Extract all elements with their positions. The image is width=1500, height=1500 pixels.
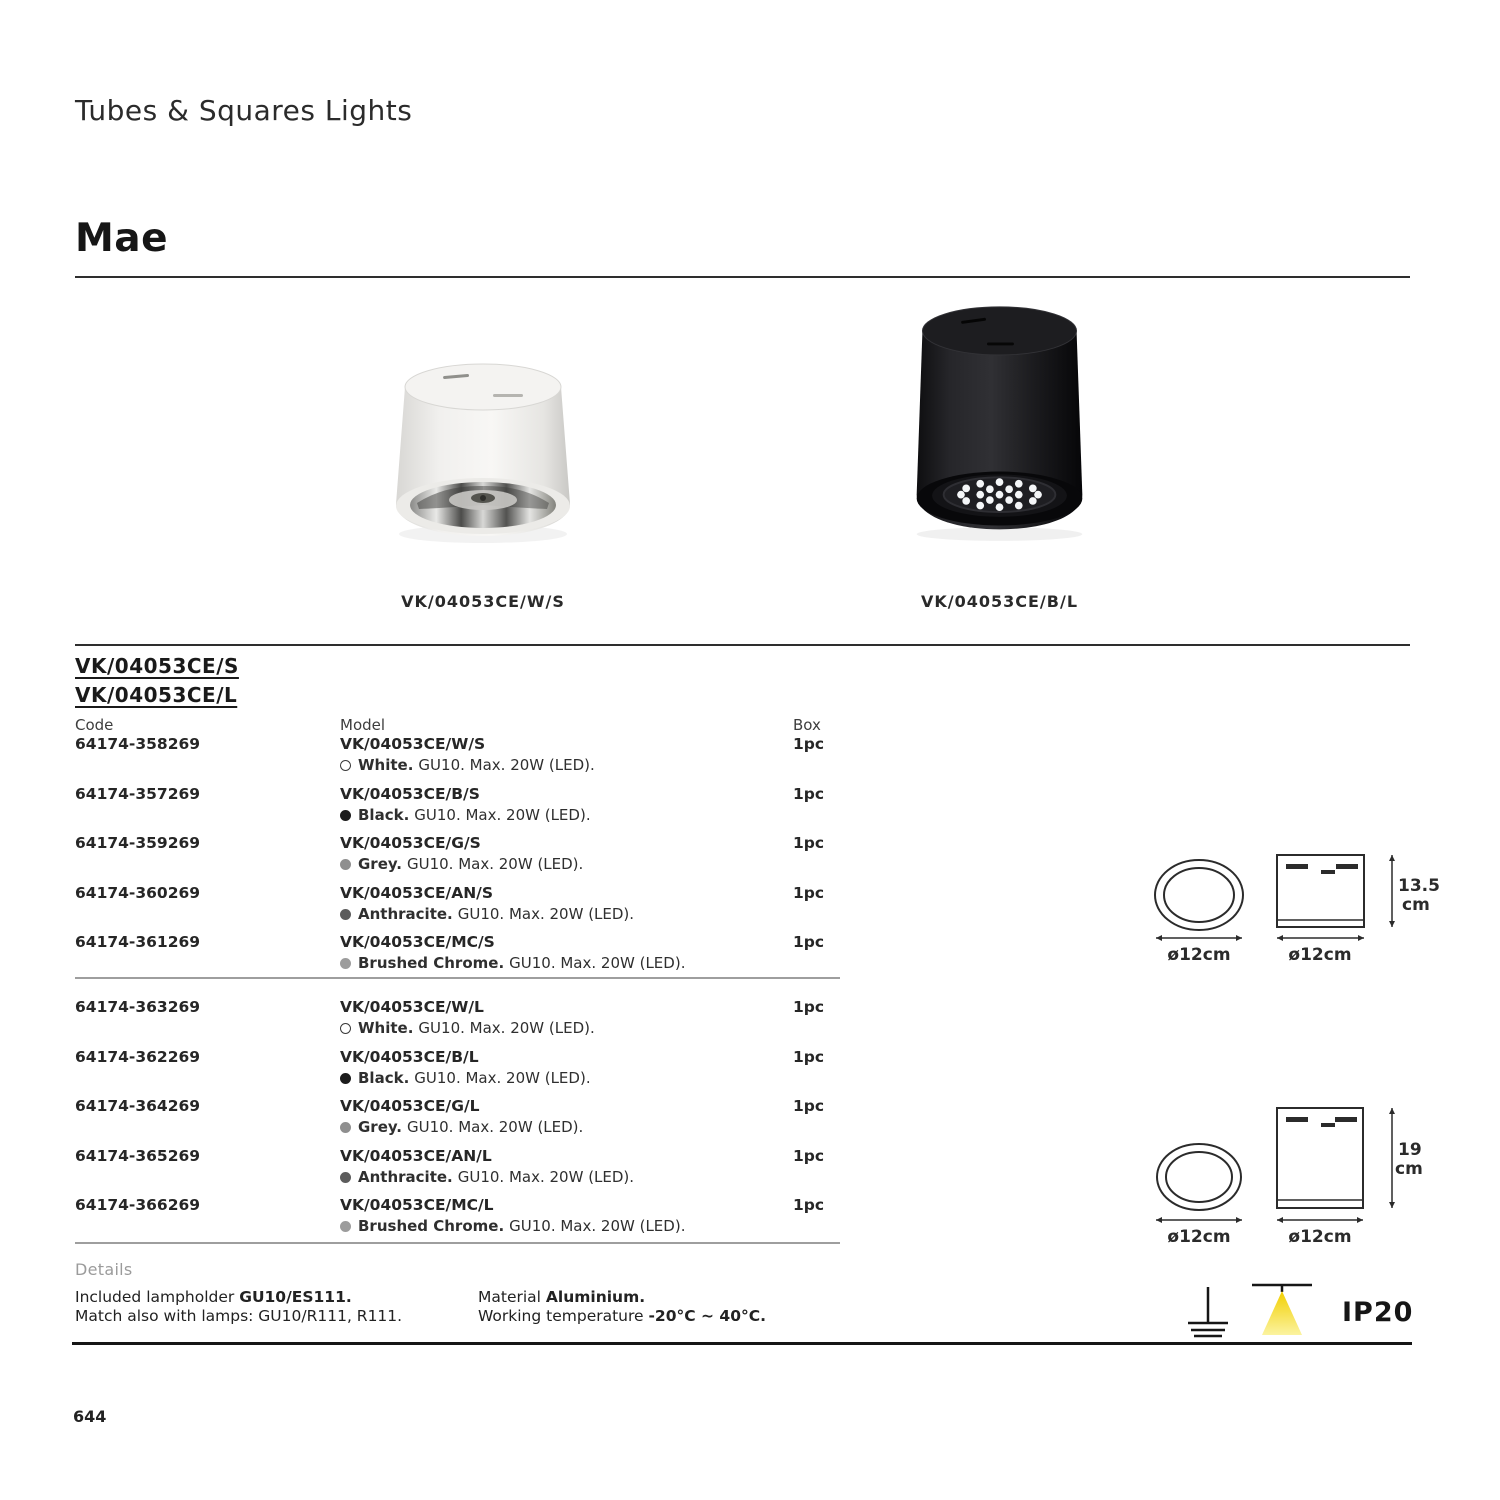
product-code: 64174-363269: [75, 998, 201, 1016]
product-description: [340, 1217, 793, 1235]
product-code: 64174-358269: [75, 735, 201, 753]
product-caption-black: VK/04053CE/B/L: [920, 592, 1079, 611]
product-model: VK/04053CE/MC/L: [340, 1196, 494, 1214]
product-photo-black: [908, 300, 1091, 541]
color-dot: [340, 909, 351, 920]
box-quantity: 1pc: [793, 884, 825, 902]
color-dot: [340, 1023, 351, 1034]
height-dimension-value: 13.5: [1398, 876, 1440, 896]
product-description: [340, 855, 793, 873]
product-model-cell: [340, 933, 793, 972]
col-header-model: Model: [340, 716, 386, 734]
product-model-cell: [340, 735, 793, 774]
table-row: [75, 933, 850, 972]
box-quantity: 1pc: [793, 1196, 825, 1214]
product-code: 64174-365269: [75, 1147, 201, 1165]
ip-rating: IP20: [1342, 1297, 1414, 1328]
diameter-label: ø12cm: [1167, 945, 1231, 965]
page-number: 644: [73, 1407, 107, 1426]
product-model: VK/04053CE/AN/S: [340, 884, 494, 902]
color-dot: [340, 859, 351, 870]
height-dimension-value: 19: [1398, 1140, 1422, 1160]
product-description: [340, 806, 793, 824]
product-model: VK/04053CE/B/L: [340, 1048, 479, 1066]
table-row: [75, 1196, 850, 1235]
color-name: Black.: [358, 1069, 410, 1087]
color-name: White.: [358, 756, 414, 774]
product-model-cell: [340, 1147, 793, 1186]
table-header: [75, 716, 850, 734]
product-model: VK/04053CE/B/S: [340, 785, 480, 803]
dimension-diagram-long: [1140, 1100, 1460, 1246]
color-dot: [340, 1122, 351, 1133]
product-description: [340, 1168, 793, 1186]
color-dot: [340, 760, 351, 771]
table-row: [75, 998, 850, 1037]
product-model-cell: [340, 998, 793, 1037]
col-header-box: Box: [793, 716, 821, 734]
footer-divider: [72, 1342, 1412, 1345]
product-spec: GU10. Max. 20W (LED).: [406, 1118, 584, 1136]
color-name: Anthracite.: [358, 1168, 453, 1186]
diameter-label: ø12cm: [1167, 1227, 1231, 1246]
table-row: [75, 884, 850, 923]
product-description: [340, 954, 793, 972]
family-code-link-s[interactable]: VK/04053CE/S: [75, 654, 239, 678]
product-description: [340, 1118, 793, 1136]
box-quantity: 1pc: [793, 834, 825, 852]
product-code: 64174-362269: [75, 1048, 201, 1066]
product-spec: GU10. Max. 20W (LED).: [509, 1217, 686, 1235]
product-code: 64174-366269: [75, 1196, 201, 1214]
table-block-divider: [75, 977, 840, 979]
product-spec: GU10. Max. 20W (LED).: [457, 905, 635, 923]
product-model-cell: [340, 1196, 793, 1235]
box-quantity: 1pc: [793, 998, 825, 1016]
details-heading: Details: [75, 1260, 133, 1279]
category-title: Tubes & Squares Lights: [75, 94, 413, 127]
product-code: 64174-360269: [75, 884, 201, 902]
product-model: VK/04053CE/MC/S: [340, 933, 495, 951]
color-name: Anthracite.: [358, 905, 453, 923]
height-dimension-unit: cm: [1402, 895, 1430, 915]
product-model: VK/04053CE/G/S: [340, 834, 481, 852]
table-row: [75, 735, 850, 774]
color-dot: [340, 958, 351, 969]
color-name: Grey.: [358, 855, 402, 873]
details-temperature: Working temperature -20°C ~ 40°C.: [478, 1307, 766, 1325]
product-code: 64174-361269: [75, 933, 201, 951]
box-quantity: 1pc: [793, 1048, 825, 1066]
product-model: VK/04053CE/W/S: [340, 735, 486, 753]
product-model-cell: [340, 785, 793, 824]
details-column-right: [478, 1288, 766, 1326]
page-title: Mae: [75, 216, 169, 261]
details-lampholder: Included lampholder GU10/ES111.: [75, 1288, 352, 1306]
dimension-diagram-short: [1140, 846, 1460, 968]
product-model: VK/04053CE/G/L: [340, 1097, 480, 1115]
product-caption-white: VK/04053CE/W/S: [401, 592, 565, 611]
color-name: Brushed Chrome.: [358, 1217, 505, 1235]
details-match-lamps: Match also with lamps: GU10/R111, R111.: [75, 1307, 403, 1325]
color-dot: [340, 810, 351, 821]
product-code: 64174-357269: [75, 785, 201, 803]
product-spec: GU10. Max. 20W (LED).: [414, 806, 591, 824]
product-model-cell: [340, 834, 793, 873]
color-dot: [340, 1073, 351, 1084]
box-quantity: 1pc: [793, 1147, 825, 1165]
earth-ground-icon: [1186, 1283, 1230, 1347]
table-row: [75, 834, 850, 873]
product-photo-white: [383, 357, 583, 547]
product-description: [340, 905, 793, 923]
box-quantity: 1pc: [793, 735, 825, 753]
product-code: 64174-364269: [75, 1097, 201, 1115]
product-model: VK/04053CE/AN/L: [340, 1147, 492, 1165]
family-codes: [75, 654, 239, 712]
product-spec: GU10. Max. 20W (LED).: [509, 954, 686, 972]
header-divider: [75, 276, 1410, 278]
product-spec: GU10. Max. 20W (LED).: [418, 756, 595, 774]
color-name: Black.: [358, 806, 410, 824]
color-name: Brushed Chrome.: [358, 954, 505, 972]
details-divider: [75, 1242, 840, 1244]
table-row: [75, 785, 850, 824]
product-model-cell: [340, 1048, 793, 1087]
color-name: Grey.: [358, 1118, 402, 1136]
family-code-link-l[interactable]: VK/04053CE/L: [75, 683, 238, 707]
diameter-label: ø12cm: [1288, 945, 1352, 965]
details-column-left: [75, 1288, 402, 1326]
product-spec: GU10. Max. 20W (LED).: [414, 1069, 591, 1087]
product-code: 64174-359269: [75, 834, 201, 852]
product-description: [340, 1069, 793, 1087]
color-name: White.: [358, 1019, 414, 1037]
product-spec: GU10. Max. 20W (LED).: [406, 855, 584, 873]
table-row: [75, 1097, 850, 1136]
product-model-cell: [340, 1097, 793, 1136]
col-header-code: Code: [75, 716, 114, 734]
box-quantity: 1pc: [793, 785, 825, 803]
box-quantity: 1pc: [793, 1097, 825, 1115]
product-spec: GU10. Max. 20W (LED).: [457, 1168, 635, 1186]
color-dot: [340, 1221, 351, 1232]
color-dot: [340, 1172, 351, 1183]
product-model-cell: [340, 884, 793, 923]
ceiling-light-beam-icon: [1252, 1281, 1312, 1343]
height-dimension-unit: cm: [1395, 1159, 1423, 1179]
box-quantity: 1pc: [793, 933, 825, 951]
product-model: VK/04053CE/W/L: [340, 998, 484, 1016]
section-divider: [75, 644, 1410, 646]
product-spec: GU10. Max. 20W (LED).: [418, 1019, 595, 1037]
table-row: [75, 1147, 850, 1186]
details-material: Material Aluminium.: [478, 1288, 646, 1306]
product-description: [340, 1019, 793, 1037]
table-row: [75, 1048, 850, 1087]
product-description: [340, 756, 793, 774]
diameter-label: ø12cm: [1288, 1227, 1352, 1246]
